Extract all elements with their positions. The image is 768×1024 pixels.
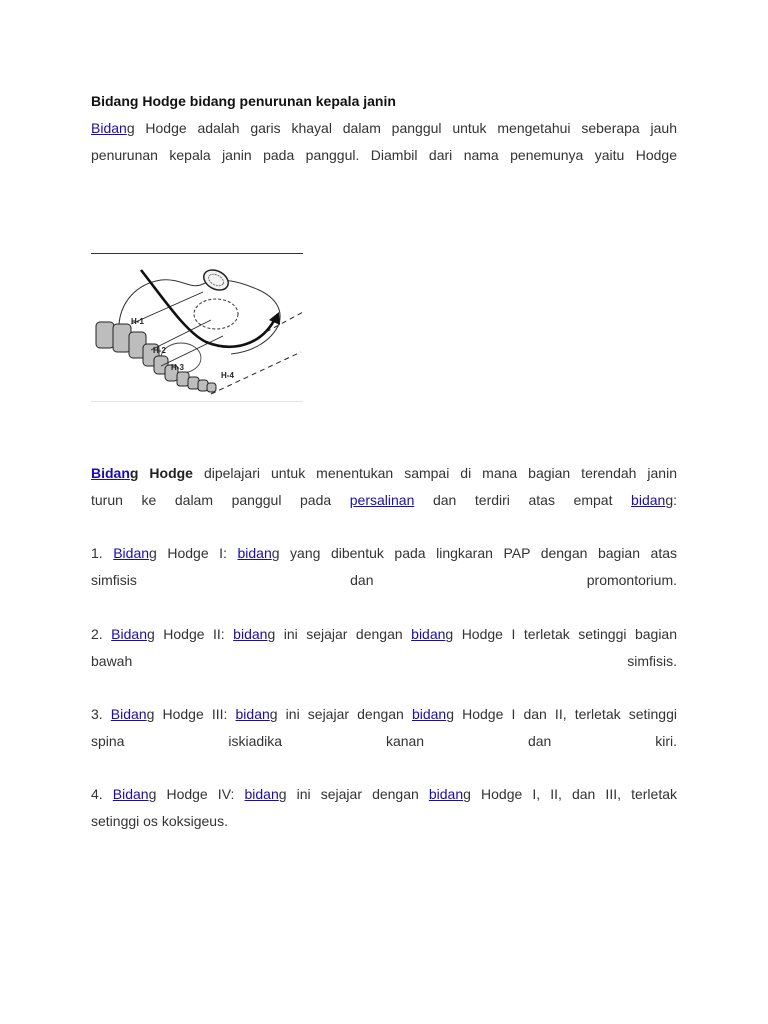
item-text: g Hodge I dan II, terletak setinggi [446,706,677,722]
link-bidang[interactable]: bidan [237,545,272,561]
link-bidang[interactable]: bidan [428,786,464,802]
item-text: g ini sejajar dengan [269,706,412,722]
item-line2: simfisis dan promontorium. [91,572,677,588]
item-text: g Hodge I terletak setinggi bagian [445,626,677,642]
item-number: 3. [91,706,111,722]
item-number: 1. [91,545,114,561]
main-line1: dipelajari untuk menentukan sampai di mana bagian terendah janin [192,465,677,481]
main-bold-tail: g Hodge [129,465,193,481]
list-item-4 [91,781,677,835]
link-bidang[interactable]: Bidan [112,786,149,802]
link-bidang[interactable]: Bidan [111,626,147,642]
label-h1: H-1 [131,317,144,326]
main-paragraph [91,460,677,514]
item-number: 2. [91,626,112,642]
item-line2: spina iskiadika kanan dan kiri. [91,733,677,749]
intro-line1: g Hodge adalah garis khayal dalam panggul untuk mengetahui seberapa jauh [126,120,677,136]
link-bidang[interactable]: bidan [244,786,279,802]
item-text: g Hodge II: [146,626,234,642]
item-text: g Hodge III: [146,706,236,722]
link-bidang[interactable]: Bidan [110,706,147,722]
main-line2-mid: dan terdiri atas empat [414,492,632,508]
item-text: g Hodge I, II, dan III, terletak [463,786,677,802]
hodge-figure [91,262,303,402]
divider [91,253,303,254]
item-line2: setinggi os koksigeus. [91,813,228,829]
item-text: g Hodge I: [149,545,238,561]
item-text: g ini sejajar dengan [278,786,429,802]
link-persalinan[interactable]: persalinan [349,492,415,508]
item-text: g ini sejajar dengan [267,626,412,642]
figure-divider [91,401,303,402]
link-bidang[interactable]: bidan [411,706,447,722]
link-bidang-empat[interactable]: bidan [631,492,666,508]
main-line2-post: g: [665,492,677,508]
list-item-3 [91,701,677,755]
item-number: 4. [91,786,113,802]
intro-line2: penurunan kepala janin pada panggul. Diambil dari nama penemunya yaitu Hodge [91,147,677,163]
label-h4: H-4 [221,371,234,380]
link-bidang[interactable]: bidan [235,706,270,722]
list-item-1 [91,540,677,594]
item-line2: bawah simfisis. [91,653,677,669]
link-bidang[interactable]: bidan [233,626,268,642]
main-line2-pre: turun ke dalam panggul pada [91,492,350,508]
hodge-pelvis-diagram [91,262,303,402]
label-h3: H-3 [171,363,184,372]
label-h2: H-2 [153,346,166,355]
link-bidang-main[interactable]: Bidan [91,465,130,481]
link-bidang[interactable]: Bidan [113,545,150,561]
intro-paragraph [91,115,677,169]
link-bidang-intro[interactable]: Bidan [91,120,127,136]
item-text: g Hodge IV: [148,786,245,802]
item-text: g yang dibentuk pada lingkaran PAP dengan bagian atas [271,545,677,561]
page-title: Bidang Hodge bidang penurunan kepala janin [91,93,396,109]
list-item-2 [91,621,677,675]
link-bidang[interactable]: bidan [411,626,446,642]
